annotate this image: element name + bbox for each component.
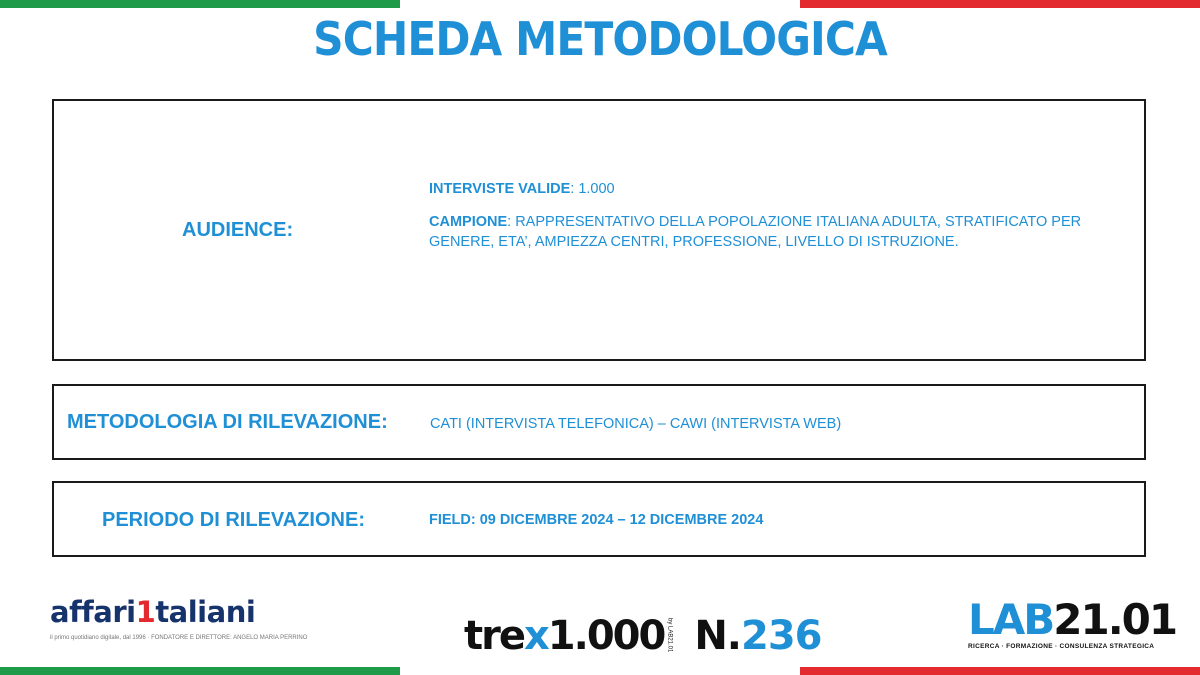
metodologia-value: CATI (INTERVISTA TELEFONICA) – CAWI (INTERVISTA WEB) <box>430 416 842 432</box>
lab2101-wordmark: LAB21.01 <box>968 595 1177 644</box>
flag-green-stripe <box>0 0 400 8</box>
issue-number: N.236 <box>694 612 822 659</box>
affaritaliani-wordmark: affari1taliani <box>50 595 256 629</box>
flag-white-stripe <box>400 0 800 8</box>
audience-box <box>52 99 1146 361</box>
lab2101-logo <box>968 595 1177 662</box>
metodologia-label: METODOLOGIA DI RILEVAZIONE: <box>67 411 388 433</box>
campione-value: : RAPPRESENTATIVO DELLA POPOLAZIONE ITALIANA ADULTA, STRATIFICATO PER GENERE, ETA’, AMPIEZZA CENTRI, PROFESSIONE, LIVELLO DI ISTRUZIONE. <box>429 214 1082 250</box>
trex1000-logo <box>464 603 822 668</box>
periodo-box <box>52 481 1146 557</box>
flag-bar-top <box>0 0 1200 8</box>
flag-red-stripe <box>800 0 1200 8</box>
affaritaliani-tagline: il primo quotidiano digitale, dal 1996 · FONDATORE E DIRETTORE: ANGELO MARIA PERRINO <box>50 635 308 641</box>
interviste-value: : 1.000 <box>570 181 615 197</box>
flag-white-stripe <box>400 667 800 675</box>
periodo-value: FIELD: 09 DICEMBRE 2024 – 12 DICEMBRE 2024 <box>429 512 764 528</box>
campione-label: CAMPIONE <box>429 214 508 230</box>
campione-line <box>429 212 1149 252</box>
lab2101-tagline: RICERCA · FORMAZIONE · CONSULENZA STRATEGICA <box>968 643 1155 650</box>
flag-red-stripe <box>800 667 1200 675</box>
trex-subtag: by LAB21.01 <box>666 618 673 653</box>
periodo-label: PERIODO DI RILEVAZIONE: <box>102 509 365 531</box>
audience-label: AUDIENCE: <box>182 219 294 241</box>
flag-green-stripe <box>0 667 400 675</box>
flag-bar-bottom <box>0 667 1200 675</box>
audience-content <box>429 179 1149 265</box>
metodologia-box <box>52 384 1146 460</box>
page-title: SCHEDA METODOLOGICA <box>313 12 887 66</box>
trex-wordmark: trex1.000 <box>464 612 665 659</box>
interviste-label: INTERVISTE VALIDE <box>429 181 571 197</box>
affaritaliani-logo <box>50 595 320 660</box>
interviste-line <box>429 179 1149 199</box>
